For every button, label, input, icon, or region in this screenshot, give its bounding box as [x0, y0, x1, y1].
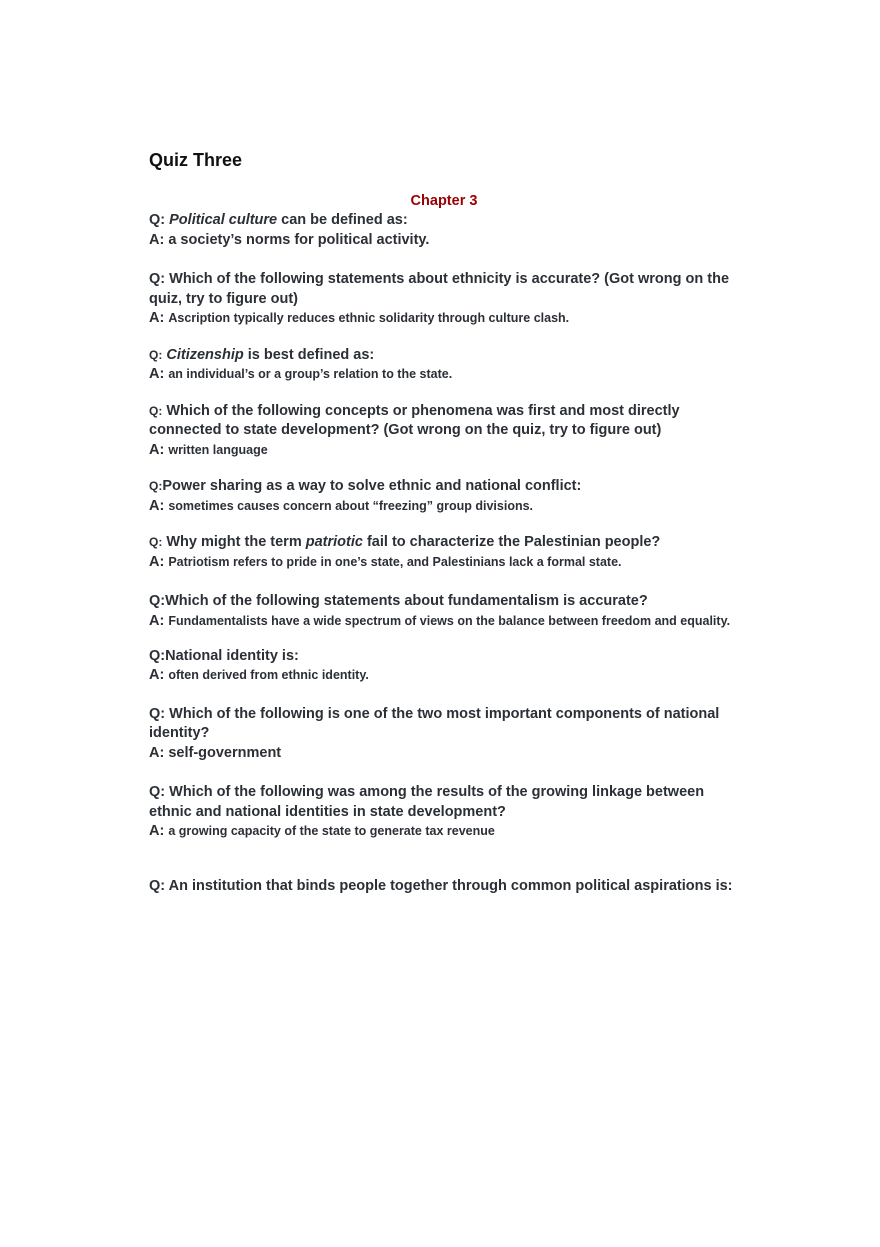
page-title: Quiz Three [149, 150, 243, 170]
qa-item [149, 592, 739, 630]
question-prefix: Q: [149, 403, 163, 418]
answer-prefix: A: [149, 366, 165, 382]
question [149, 533, 739, 553]
qa-item [149, 877, 739, 897]
qa-item [149, 477, 739, 516]
answer-prefix: A: [149, 497, 165, 514]
question: Q: An institution that binds people together through common political aspirations is: [149, 877, 733, 894]
qa-item [149, 647, 739, 686]
question: Q:Which of the following statements about fundamentalism is accurate? [149, 593, 648, 609]
question-prefix: Q: [149, 347, 163, 362]
question-text-rest: fail to characterize the Palestinian people? [362, 534, 661, 550]
question: Q:National identity is: [149, 647, 299, 664]
answer-text: written language [168, 442, 268, 457]
question-text: can be defined as: [277, 212, 408, 228]
qa-item [149, 705, 739, 764]
document-content [149, 148, 739, 896]
answer [149, 497, 739, 517]
qa-item [149, 533, 739, 572]
chapter-heading: Chapter 3 [410, 193, 478, 209]
question-emphasis: Political culture [169, 212, 278, 228]
question-text: Why might the term [166, 534, 306, 550]
question [149, 346, 739, 366]
answer [149, 666, 739, 686]
qa-item [149, 783, 739, 842]
answer-prefix: A: [149, 553, 165, 570]
answer-text: Ascription typically reduces ethnic solidarity through culture clash. [168, 311, 570, 325]
question-text: is best defined as: [243, 346, 375, 363]
answer [149, 441, 739, 461]
answer-text: a society’s norms for political activity. [164, 231, 430, 248]
answer-prefix: A: [149, 667, 165, 683]
answer-prefix: A: [149, 231, 165, 248]
answer: A: self-government [149, 744, 282, 761]
question: Q: Which of the following statements about ethnicity is accurate? (Got wrong on the quiz, try to figure out) [149, 271, 730, 307]
question-emphasis: patriotic [305, 534, 363, 550]
question-prefix: Q: [149, 535, 163, 549]
answer-prefix: A: [149, 823, 165, 839]
question-emphasis: Citizenship [166, 346, 244, 363]
answer [149, 553, 739, 573]
answer-prefix: A: [149, 612, 165, 629]
question-prefix: Q: [149, 212, 166, 228]
answer-text: sometimes causes concern about “freezing” group divisions. [168, 498, 534, 513]
answer-text: a growing capacity of the state to generate tax revenue [168, 824, 495, 838]
question: Q: Which of the following is one of the two most important components of national identity? [149, 705, 720, 741]
qa-item [149, 211, 739, 250]
answer-prefix: A: [149, 310, 165, 326]
question-text: Power sharing as a way to solve ethnic and national conflict: [162, 478, 582, 494]
question-text: Which of the following concepts or phenomena was first and most directly connected to state development? (Got wrong on the quiz, try to figure out) [149, 402, 680, 438]
qa-item [149, 402, 739, 461]
answer-text: Patriotism refers to pride in one’s state, and Palestinians lack a formal state. [168, 554, 622, 569]
question: Q: Which of the following was among the results of the growing linkage between ethnic and national identities in state development? [149, 784, 705, 820]
qa-item [149, 270, 739, 329]
answer-text: often derived from ethnic identity. [168, 668, 369, 682]
qa-item [149, 346, 739, 385]
question [149, 211, 739, 231]
answer [149, 612, 739, 630]
answer [149, 365, 739, 385]
answer [149, 231, 739, 251]
answer [149, 822, 739, 842]
question [149, 402, 739, 441]
question-prefix: Q: [149, 479, 163, 493]
answer-text: Fundamentalists have a wide spectrum of views on the balance between freedom and equality. [168, 613, 731, 628]
answer-prefix: A: [149, 441, 165, 458]
answer-text: an individual’s or a group’s relation to the state. [168, 367, 453, 381]
answer [149, 309, 739, 329]
question [149, 477, 739, 497]
